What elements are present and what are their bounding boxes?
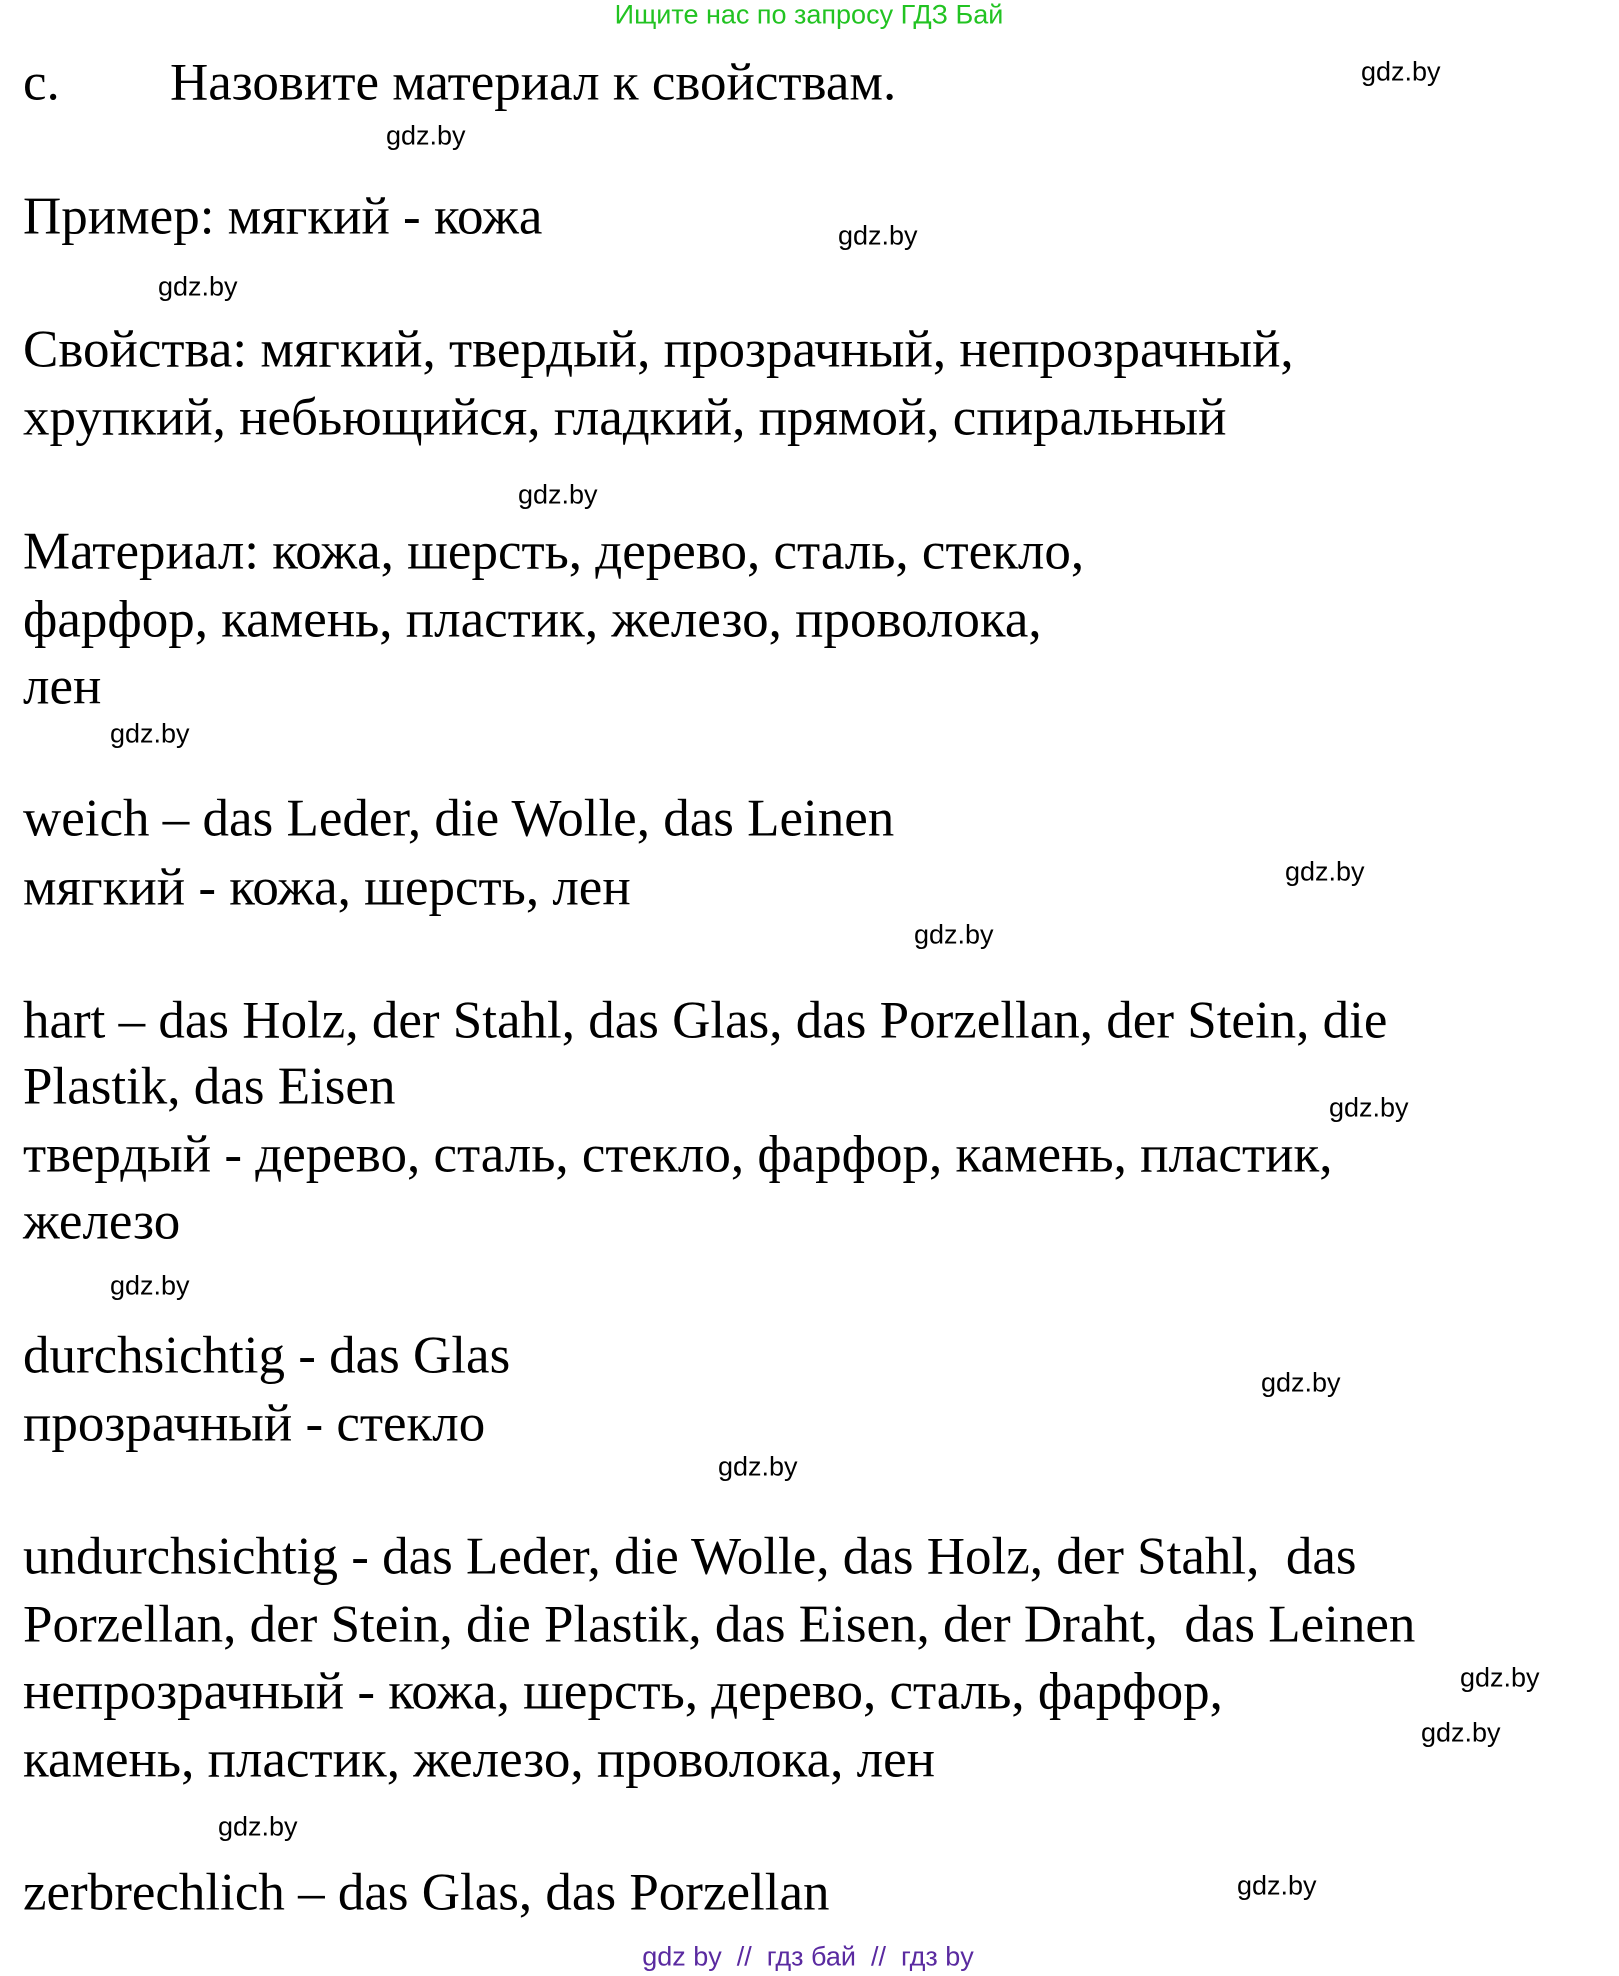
watermark: gdz.by [1285,856,1365,887]
watermark: gdz.by [386,120,466,151]
watermark: gdz.by [1361,56,1441,87]
answer-line: прозрачный - стекло [23,1394,486,1453]
answer-line: durchsichtig - das Glas [23,1326,511,1385]
watermark: gdz.by [518,479,598,510]
watermark: gdz.by [110,1270,190,1301]
properties-line: Свойства: мягкий, твердый, прозрачный, непрозрачный, [23,320,1294,379]
answer-line: zerbrechlich – das Glas, das Porzellan [23,1863,830,1922]
watermark: gdz.by [1261,1367,1341,1398]
watermark: gdz.by [914,919,994,950]
answer-line: Plastik, das Eisen [23,1057,396,1116]
example-line: Пример: мягкий - кожа [23,187,543,246]
search-banner[interactable]: Ищите нас по запросу ГДЗ Бай [614,0,1004,30]
watermark: gdz.by [110,718,190,749]
watermark: gdz.by [1421,1717,1501,1748]
watermark: gdz.by [1237,1870,1317,1901]
footer-links[interactable]: gdz by // гдз бай // гдз by [642,1941,974,1972]
answer-line: мягкий - кожа, шерсть, лен [23,858,631,917]
watermark: gdz.by [718,1451,798,1482]
watermark: gdz.by [218,1811,298,1842]
materials-line: фарфор, камень, пластик, железо, проволока, [23,590,1042,649]
materials-line: Материал: кожа, шерсть, дерево, сталь, стекло, [23,522,1085,581]
answer-line: твердый - дерево, сталь, стекло, фарфор, камень, пластик, [23,1125,1333,1184]
watermark: gdz.by [1329,1092,1409,1123]
answer-line: камень, пластик, железо, проволока, лен [23,1730,935,1789]
task-title: Назовите материал к свойствам. [170,53,897,112]
answer-line: железо [23,1192,181,1251]
task-letter: c. [23,53,60,112]
watermark: gdz.by [1460,1662,1540,1693]
answer-line: undurchsichtig - das Leder, die Wolle, das Holz, der Stahl, das [23,1527,1357,1586]
answer-line: Porzellan, der Stein, die Plastik, das Eisen, der Draht, das Leinen [23,1595,1416,1654]
watermark: gdz.by [838,220,918,251]
answer-line: hart – das Holz, der Stahl, das Glas, das Porzellan, der Stein, die [23,991,1388,1050]
watermark: gdz.by [158,271,238,302]
materials-line: лен [23,657,102,716]
answer-line: weich – das Leder, die Wolle, das Leinen [23,789,895,848]
properties-line: хрупкий, небьющийся, гладкий, прямой, спиральный [23,388,1227,447]
answer-line: непрозрачный - кожа, шерсть, дерево, сталь, фарфор, [23,1662,1223,1721]
